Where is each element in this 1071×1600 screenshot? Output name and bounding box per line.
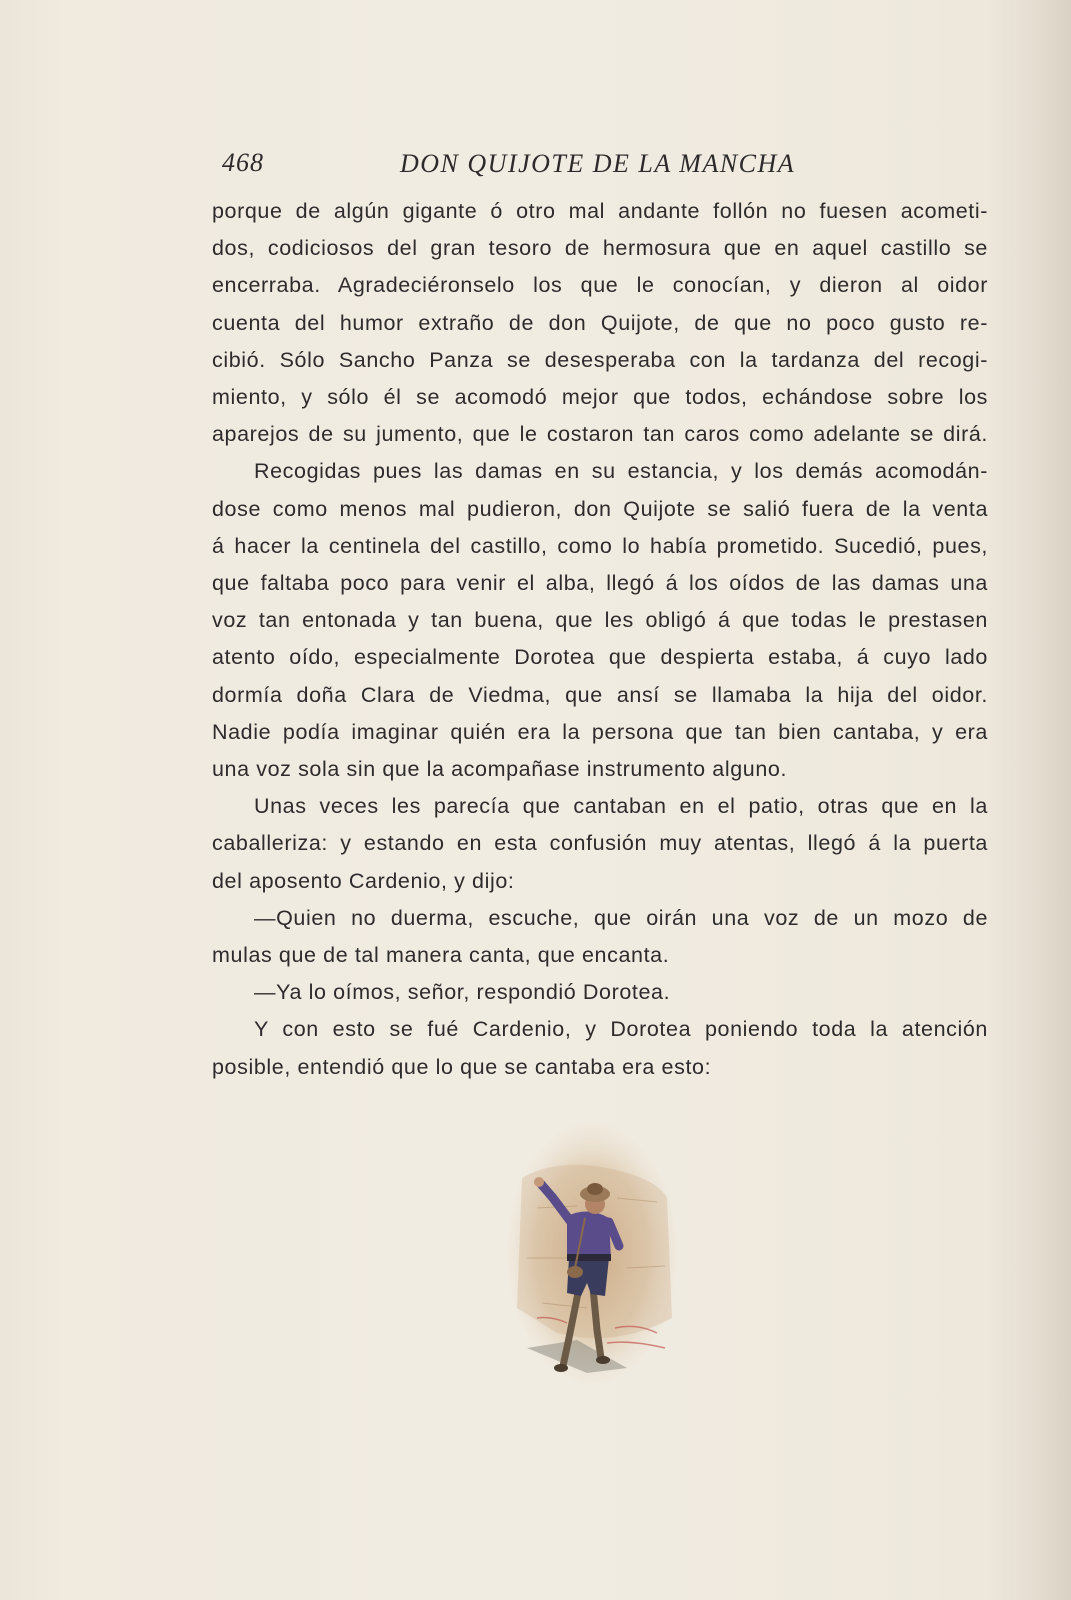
paragraph xyxy=(212,788,988,900)
text-line: cibió. Sólo Sancho Panza se desesperaba con la tardanza del recogi- xyxy=(212,347,988,372)
text-line: —Ya lo oímos, señor, respondió Dorotea. xyxy=(254,980,671,1005)
running-title: DON QUIJOTE DE LA MANCHA xyxy=(400,149,796,178)
text-line: Nadie podía imaginar quién era la persona que tan bien cantaba, y era xyxy=(212,719,988,744)
page-number: 468 xyxy=(222,148,264,177)
text-line: á hacer la centinela del castillo, como lo había prometido. Sucedió, pues, xyxy=(212,533,988,558)
text-line: Unas veces les parecía que cantaban en el patio, otras que en la xyxy=(254,794,988,819)
paragraph xyxy=(212,1011,988,1085)
text-line: encerraba. Agradeciéronselo los que le conocían, y dieron al oidor xyxy=(212,273,988,298)
page-header xyxy=(222,148,822,188)
text-line: porque de algún gigante ó otro mal andante follón no fuesen acometi- xyxy=(212,199,988,223)
text-line: dormía doña Clara de Viedma, que ansí se llamaba la hija del oidor. xyxy=(212,682,988,707)
paragraph xyxy=(212,193,988,453)
text-line: Y con esto se fué Cardenio, y Dorotea poniendo toda la atención xyxy=(254,1017,988,1042)
text-line: cuenta del humor extraño de don Quijote, de que no poco gusto re- xyxy=(212,310,988,335)
paragraph xyxy=(212,453,988,788)
text-line: aparejos de su jumento, que le costaron tan caros como adelante se dirá. xyxy=(212,422,988,447)
text-line: —Quien no duerma, escuche, que oirán una voz de un mozo de xyxy=(254,905,988,930)
text-line: que faltaba poco para venir el alba, llegó á los oídos de las damas una xyxy=(212,571,988,596)
body-text xyxy=(212,193,988,1086)
text-line: miento, y sólo él se acomodó mejor que todos, echándose sobre los xyxy=(212,385,988,410)
paragraph xyxy=(212,900,988,974)
text-line: voz tan entonada y tan buena, que les obligó á que todas le prestasen xyxy=(212,608,988,633)
text-line: dos, codiciosos del gran tesoro de hermosura que en aquel castillo se xyxy=(212,236,988,261)
text-line: del aposento Cardenio, y dijo: xyxy=(212,868,515,893)
mule-boy-illustration xyxy=(497,1118,687,1398)
paragraph xyxy=(212,974,988,1011)
text-line: caballeriza: y estando en esta confusión muy atentas, llegó á la puerta xyxy=(212,831,988,856)
text-line: atento oído, especialmente Dorotea que despierta estaba, á cuyo lado xyxy=(212,645,988,670)
text-line: mulas que de tal manera canta, que encanta. xyxy=(212,943,670,968)
text-line: Recogidas pues las damas en su estancia, y los demás acomodán- xyxy=(254,459,988,484)
text-line: dose como menos mal pudieron, don Quijote se salió fuera de la venta xyxy=(212,496,988,521)
text-line: una voz sola sin que la acompañase instrumento alguno. xyxy=(212,757,788,782)
text-line: posible, entendió que lo que se cantaba era esto: xyxy=(212,1054,712,1079)
